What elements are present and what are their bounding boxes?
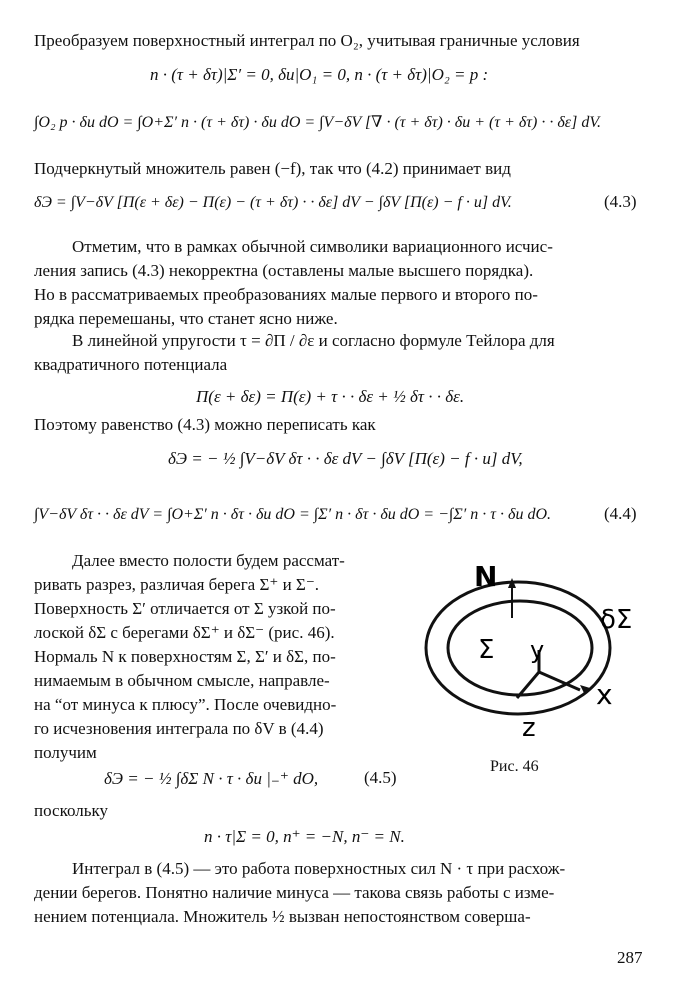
text-line-23: го исчезновения интеграла по δV в (4.4) (34, 719, 324, 738)
equation-4-4: ∫V−δV δτ · · δε dV = ∫O+Σ′ n · δτ · δu dO = ∫Σ′ n · δτ · δu dO = −∫Σ′ n · τ · δu dO. (34, 506, 552, 523)
text-line-6: Отметим, что в рамках обычной символики вариационного исчис- (72, 237, 553, 256)
label-N: N (474, 560, 498, 593)
label-y: y (530, 636, 545, 664)
text-line-4: Подчеркнутый множитель равен (−f), так что (4.2) принимает вид (34, 159, 511, 178)
figure-caption: Рис. 46 (490, 758, 539, 775)
text-line-18: Поверхность Σ′ отличается от Σ узкой по- (34, 599, 336, 618)
text-line-16: Далее вместо полости будем рассмат- (72, 551, 345, 570)
equation-number-4-4: (4.4) (604, 504, 637, 523)
label-sigma: Σ (478, 635, 495, 665)
equation-taylor: Π(ε + δε) = Π(ε) + τ · · δε + ½ δτ · · δε. (196, 387, 465, 406)
page-number: 287 (617, 948, 643, 967)
text-line-7: ления запись (4.3) некорректна (оставлены малые высшего порядка). (34, 261, 534, 280)
text-line-22: на “от минуса к плюсу”. После очевидно- (34, 695, 337, 714)
text-line-10: В линейной упругости τ = ∂Π / ∂ε и согласно формуле Тейлора для (72, 331, 555, 350)
text-line-24: получим (34, 743, 97, 762)
text-line-30: нением потенциала. Множитель ½ вызван непостоянством соверша- (34, 907, 531, 926)
label-z: z (522, 713, 536, 743)
equation-4-5: δЭ = − ½ ∫δΣ N · τ · δu |₋⁺ dO, (104, 769, 319, 788)
text-line-11: квадратичного потенциала (34, 355, 228, 374)
text-line-1: Преобразуем поверхностный интеграл по O₂, учитывая граничные условия (34, 31, 580, 50)
equation-surface-integral: ∫O₂ p · δu dO = ∫O+Σ′ n · (τ + δτ) · δu dO = ∫V−δV [∇ · (τ + δτ) · δu + (τ + δτ) · · δε] dV. (34, 114, 602, 131)
text-line-9: рядка перемешаны, что станет ясно ниже. (34, 309, 338, 328)
equation-boundary-conditions: n · (τ + δτ)|Σ′ = 0, δu|O₁ = 0, n · (τ + δτ)|O₂ = p : (150, 65, 489, 84)
inner-contour (448, 601, 592, 695)
text-line-26: поскольку (34, 801, 108, 820)
label-x: x (596, 678, 613, 711)
text-line-28: Интеграл в (4.5) — это работа поверхностных сил N · τ при расхож- (72, 859, 566, 878)
equation-rewritten: δЭ = − ½ ∫V−δV δτ · · δε dV − ∫δV [Π(ε) − f · u] dV, (168, 449, 523, 468)
text-line-17: ривать разрез, различая берега Σ⁺ и Σ⁻. (34, 575, 320, 594)
text-line-29: дении берегов. Понятно наличие минуса — такова связь работы с изме- (34, 883, 555, 902)
equation-4-3: δЭ = ∫V−δV [Π(ε + δε) − Π(ε) − (τ + δτ) · · δε] dV − ∫δV [Π(ε) − f · u] dV. (34, 194, 512, 211)
figure-46 (418, 548, 658, 748)
text-line-13: Поэтому равенство (4.3) можно переписать как (34, 415, 376, 434)
equation-number-4-3: (4.3) (604, 192, 637, 211)
text-line-21: нимаемым в обычном смысле, направле- (34, 671, 330, 690)
equation-normals: n · τ|Σ = 0, n⁺ = −N, n⁻ = N. (204, 827, 405, 846)
text-line-8: Но в рассматриваемых преобразованиях малые первого и второго по- (34, 285, 538, 304)
text-line-20: Нормаль N к поверхностям Σ, Σ′ и δΣ, по- (34, 647, 336, 666)
text-line-19: лоской δΣ с берегами δΣ⁺ и δΣ⁻ (рис. 46). (34, 623, 335, 642)
equation-number-4-5: (4.5) (364, 768, 397, 787)
label-delta-sigma: δΣ (600, 605, 633, 635)
